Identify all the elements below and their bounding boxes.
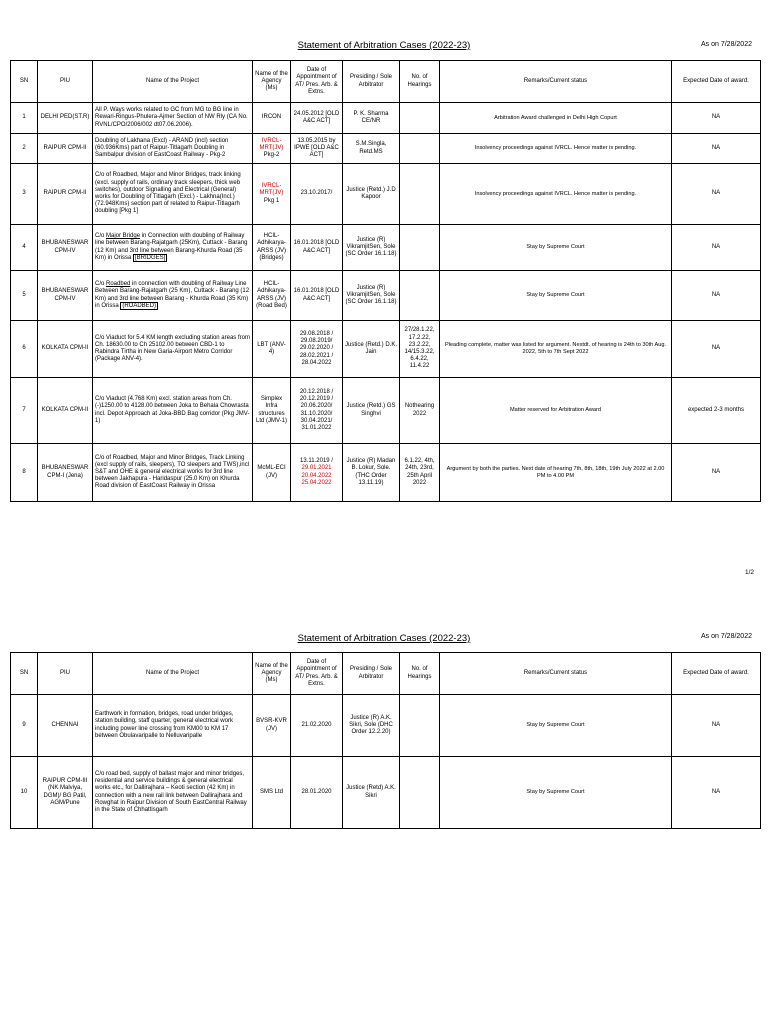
header-date: Date of Appointment of AT/ Pres. Arb. & Extns. (291, 653, 343, 695)
cell-arbitrator: Justice (Retd.) J.D Kapoor (343, 164, 400, 225)
as-on-date-2: As on 7/28/2022 (701, 633, 752, 640)
cell-project (93, 271, 253, 321)
agency-package: Pkg-2 (263, 152, 280, 159)
project-tag: [BRIDGES] (135, 254, 166, 261)
cell-expected: NA (672, 271, 761, 321)
cell-remarks: Stay by Supreme Court (440, 271, 672, 321)
agency-name-red: IVRCL-MRT(JV) (259, 183, 284, 197)
cell-project (93, 225, 253, 271)
agency-name-red: IVRCL-MRT(JV) (259, 137, 284, 151)
cell-hearings (400, 271, 440, 321)
cell-arbitrator: Justice (Retd.) GS Singhvi (343, 378, 400, 444)
header-remarks: Remarks/Current status (440, 61, 672, 103)
cell-agency: BVSR-KVR (JV) (253, 695, 291, 757)
cell-project: C/o Viaduct (4.768 Km) excl. station areas from Ch.(-)1250.00 to 4128.00 between Joka to Behala Chowrasta incl. Depot Approach at Joka-BBD Bag corridor (Pkg JMV-1) (93, 378, 253, 444)
cell-date: 23.10.2017/ (291, 164, 343, 225)
cell-date: 24.05.2012 [OLD A&C ACT] (291, 103, 343, 134)
cell-expected: NA (672, 225, 761, 271)
header-remarks: Remarks/Current status (440, 653, 672, 695)
header-project: Name of the Project (93, 653, 253, 695)
header-hearings: No. of Hearings (400, 61, 440, 103)
cell-piu: BHUBANESWAR CPM-IV (38, 271, 93, 321)
cell-remarks: Stay by Supreme Court (440, 757, 672, 829)
cell-expected: NA (672, 321, 761, 378)
table-row (11, 225, 761, 271)
cell-arbitrator: P. K. Sharma CE/NR (343, 103, 400, 134)
cell-expected: NA (672, 757, 761, 829)
cell-piu: BHUBANESWAR CPM-IV (38, 225, 93, 271)
cell-date: 16.01.2018 [OLD A&C ACT] (291, 271, 343, 321)
cell-hearings (400, 103, 440, 134)
header-date: Date of Appointment of AT/ Pres. Arb. & Extns. (291, 61, 343, 103)
header-agency: Name of the Agency (Ms) (253, 653, 291, 695)
project-underlined: Roadbed (106, 281, 131, 288)
page-title-2: Statement of Arbitration Cases (2022-23) (297, 633, 471, 644)
cell-piu: KOLKATA CPM-II (38, 378, 93, 444)
cell-date (291, 444, 343, 502)
cell-arbitrator: Justice (R) VikramjitSen, Sole (SC Order 16.1.18) (343, 271, 400, 321)
cell-expected: expected 2-3 months (672, 378, 761, 444)
cell-piu: RAIPUR CPM-II (38, 134, 93, 164)
cell-agency: LBT (ANV-4) (253, 321, 291, 378)
project-text: in Connection with doubling of Railway line between Barang-Rajatgarh (25Km), Cuttack - Barang (12 Km) and 3rd line between Barang-Khurda Road (35 Km) in Orissa (95, 233, 248, 261)
header-expected: Expected Date of award. (672, 653, 761, 695)
table-row (11, 164, 761, 225)
cell-remarks: Insolvency proceedings against IVRCL. Hence matter is pending. (440, 134, 672, 164)
cell-agency: Simplex Infra structures Ltd (JMV-1) (253, 378, 291, 444)
cell-piu: RAIPUR CPM-III (NK Malviya, DGM)/ BG Patil, AGM/Pune (38, 757, 93, 829)
header-arbitrator: Presiding / Sole Arbitrator (343, 61, 400, 103)
agency-package: Pkg 1 (263, 197, 280, 204)
cell-project: C/o road bed, supply of ballast major and minor bridges, residential and service buildings & general electrical works etc., for Dallirajhara – Keoti section (42 Km) in connection with a new rail link between Dallirajhara and Rowghat in Raipur Division of South EastCentral Railway in the State of Chhattisgarh (93, 757, 253, 829)
header-arbitrator: Presiding / Sole Arbitrator (343, 653, 400, 695)
cell-arbitrator: Justice (R) VikramjitSen, Sole (SC Order 16.1.18) (343, 225, 400, 271)
table-row (11, 103, 761, 134)
cell-piu: BHUBANESWAR CPM-I (Jena) (38, 444, 93, 502)
cell-hearings (400, 225, 440, 271)
cell-piu: CHENNAI (38, 695, 93, 757)
cell-remarks: Pleading complete, matter was listed for argument. Nextdt. of hearing is 24th to 30th Aug. 2022, 5th to 7th Sept 2022 (440, 321, 672, 378)
cell-date: 16.01.2018 [OLD A&C ACT] (291, 225, 343, 271)
cell-agency (253, 134, 291, 164)
cell-piu: KOLKATA CPM-II (38, 321, 93, 378)
cell-sn: 1 (11, 103, 38, 134)
cell-hearings (400, 757, 440, 829)
table-row (11, 444, 761, 502)
table-header-row (11, 61, 761, 103)
project-text: in connection with doubling of Railway Line Between Barang-Rajatgarh (25 Km), Cuttack - Barang (12 Km) and 3rd line between Barang - Khurda Road (35 Km) in Orissa (95, 281, 250, 309)
table-row (11, 321, 761, 378)
header-piu: PIU (38, 653, 93, 695)
cell-date: 20.12.2018 / 20.12.2019 / 20.06.2020/ 31.10.2020/ 30.04.2021/ 31.01.2022 (291, 378, 343, 444)
cell-sn: 2 (11, 134, 38, 164)
header-expected: Expected Date of award. (672, 61, 761, 103)
cell-hearings (400, 695, 440, 757)
table-row (11, 134, 761, 164)
cell-hearings: Nothearing 2022 (400, 378, 440, 444)
date-black: 13.11.2019 / (300, 458, 333, 465)
header-hearings: No. of Hearings (400, 653, 440, 695)
header-agency: Name of the Agency (Ms) (253, 61, 291, 103)
cell-project: C/o Viaduct for 5.4 KM length excluding station areas from Ch. 18630.00 to Ch 25102.00 between CBD-1 to Rabindra Tirtha in New Garia-Airport Metro Corridor (Package ANV-4). (93, 321, 253, 378)
cell-hearings (400, 134, 440, 164)
cell-arbitrator: Justice (R) Madan B. Lokur, Sole. (THC Order 13.11.19) (343, 444, 400, 502)
cell-agency: McML-ECI (JV) (253, 444, 291, 502)
cell-piu: RAIPUR CPM-II (38, 164, 93, 225)
cell-project: Doubling of Lakhana (Excl) - ARAND (incl) section (60.936Kms) part of Raipur-Titlagarh Doubling in Sambalpur division of EastCoast Railway - Pkg-2 (93, 134, 253, 164)
cell-remarks: Stay by Supreme Court (440, 225, 672, 271)
cell-agency: IRCON (253, 103, 291, 134)
cell-date: 28.01.2020 (291, 757, 343, 829)
cell-sn: 9 (11, 695, 38, 757)
cell-remarks: Arbitration Award challenged in Delhi High Copurt (440, 103, 672, 134)
project-prefix: C/o (95, 281, 105, 288)
table-header-row (11, 653, 761, 695)
cell-expected: NA (672, 103, 761, 134)
cell-agency: HCIL-Adhikarya-ARSS (JV) (Road Bed) (253, 271, 291, 321)
header-piu: PIU (38, 61, 93, 103)
cell-sn: 8 (11, 444, 38, 502)
table-row (11, 757, 761, 829)
cell-arbitrator: Justice (R) A.K. Sikri, Sole (DHC Order 12.2.20) (343, 695, 400, 757)
as-on-date: As on 7/28/2022 (701, 41, 752, 48)
project-prefix: C/o (95, 233, 105, 240)
cell-sn: 6 (11, 321, 38, 378)
header-sn: SN (11, 61, 38, 103)
cell-hearings: 6.1.22, 4th, 24th, 23rd, 25th April 2022 (400, 444, 440, 502)
header-sn: SN (11, 653, 38, 695)
cell-date: 13.05.2015 by IPWE [OLD A&C ACT] (291, 134, 343, 164)
cell-hearings: 27/28.1.22, 17.2.22, 23.2.22, 14/15.3.22, 6.4.22, 11.4.22 (400, 321, 440, 378)
page-number: 1/2 (744, 569, 754, 576)
cell-sn: 10 (11, 757, 38, 829)
cell-project: C/o of Roadbed, Major and Minor Bridges, Track Linking (excl supply of rails, sleepers), TO sleepers and TWS),incl S&T and OHE & general electrical works for 3rd line between Jakhapura - Haridaspur (25.0 Km) on Khurda Road division of EastCoast Railway in Orissa (93, 444, 253, 502)
cell-project: All P. Ways works related to GC from MG to BG line in Rewari-Ringus-Phulera-Ajmer Section of NW Rly (CA No. RVNL/CPO/2006/002 dt07.06.2006). (93, 103, 253, 134)
project-underlined: Major Bridge (106, 233, 141, 240)
cell-arbitrator: Justice (Retd) A.K. Sikri (343, 757, 400, 829)
cell-date: 21.02.2020 (291, 695, 343, 757)
table-row (11, 271, 761, 321)
cell-hearings (400, 164, 440, 225)
cell-arbitrator: Justice (Retd.) D.K. Jain (343, 321, 400, 378)
cell-arbitrator: S.M.Singla, Retd.MS (343, 134, 400, 164)
cell-expected: NA (672, 164, 761, 225)
cell-project: C/o of Roadbed, Major and Minor Bridges, track linking (excl. supply of rails, ordinary track sleepers, thick web switches), outdoor Signalling and Electrical (General) works for Doubling of Titlagarh (Excl.) - Lakhna(Incl.) (72.948Kms) section part of related to Raipur-Titlagarh doubling [Pkg 1] (93, 164, 253, 225)
date-red: 29.01.2021 20.04.2022 25.04.2022 (301, 465, 332, 486)
cell-agency (253, 164, 291, 225)
cell-expected: NA (672, 134, 761, 164)
cell-piu: DELHI PED(ST.R) (38, 103, 93, 134)
table-row (11, 378, 761, 444)
cell-agency: HCIL-Adhikarya-ARSS (JV) (Bridges) (253, 225, 291, 271)
cell-sn: 5 (11, 271, 38, 321)
cell-expected: NA (672, 444, 761, 502)
cell-remarks: Matter reserved for Arbitration Award (440, 378, 672, 444)
header-project: Name of the Project (93, 61, 253, 103)
cell-sn: 3 (11, 164, 38, 225)
cell-expected: NA (672, 695, 761, 757)
cell-date: 29.08.2018 / 29.08.2019/ 29.02.2020 / 28.02.2021 / 28.04.2022 (291, 321, 343, 378)
arbitration-table-1 (10, 60, 761, 502)
page-title: Statement of Arbitration Cases (2022-23) (297, 40, 471, 51)
table-row (11, 695, 761, 757)
cell-agency: SMS Ltd (253, 757, 291, 829)
cell-project: Earthwork in formation, bridges, road under bridges, station building, staff quarter, general electrical work including power line crossing from KM00 to KM 17 between Obulavaripalle to Nelluvaripalle (93, 695, 253, 757)
arbitration-table-2 (10, 652, 761, 829)
cell-remarks: Insolvency proceedings against IVRCL. Hence matter is pending. (440, 164, 672, 225)
cell-sn: 7 (11, 378, 38, 444)
cell-sn: 4 (11, 225, 38, 271)
project-tag: (ROADBED) (122, 302, 157, 309)
cell-remarks: Argument by both the parties. Next date of hearing 7th, 8th, 18th, 19th July 2022 at 2.00 PM to 4.00 PM (440, 444, 672, 502)
cell-remarks: Stay by Supreme Court (440, 695, 672, 757)
